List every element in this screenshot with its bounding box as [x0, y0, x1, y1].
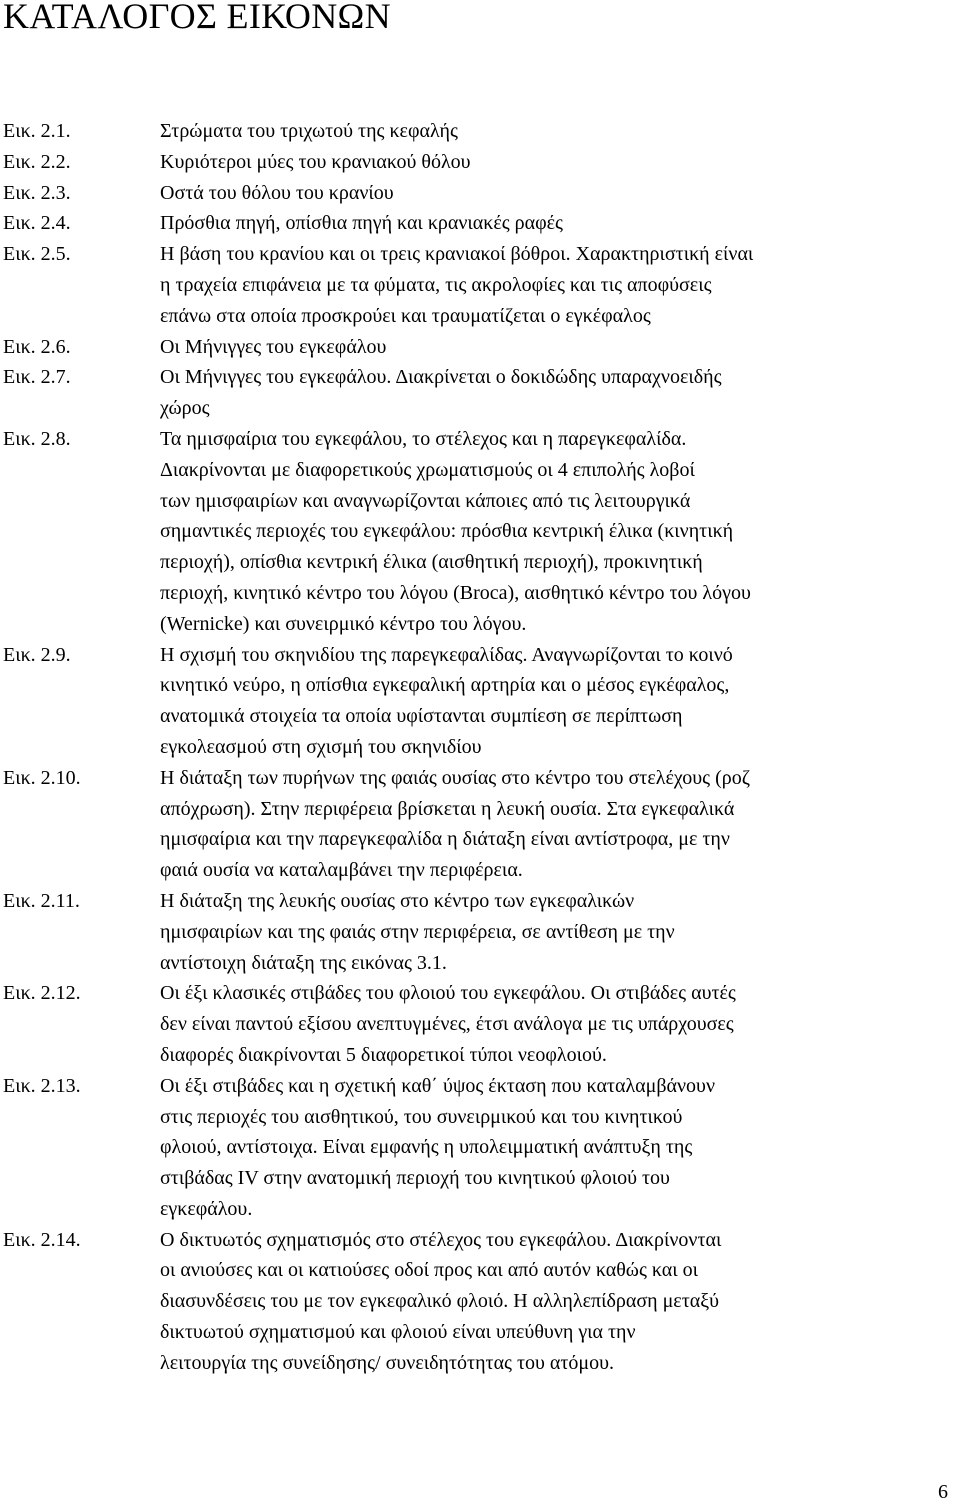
figure-list: [0, 116, 960, 1379]
figure-label: Εικ. 2.5.: [3, 243, 71, 266]
figure-caption: Οι έξι στιβάδες και η σχετική καθ΄ ύψος έκταση που καταλαμβάνουν στις περιοχές του αισθητικού, του συνειρμικού και του κινητικού φλοιού, αντίστοιχα. Είναι εμφανής η υπολειμματική ανάπτυξη της στιβάδας IV στην ανατομική περιοχή του κινητικού φλοιού του εγκεφάλου.: [160, 1074, 715, 1220]
figure-label: Εικ. 2.13.: [3, 1074, 81, 1097]
figure-label: Εικ. 2.6.: [3, 335, 71, 358]
figure-caption: Οι Μήνιγγες του εγκεφάλου: [160, 335, 387, 358]
figure-caption: Οι Μήνιγγες του εγκεφάλου. Διακρίνεται ο δοκιδώδης υπαραχνοειδής χώρος: [160, 366, 722, 420]
page-title: ΚΑΤΑΛΟΓΟΣ ΕΙΚΟΝΩΝ: [3, 0, 391, 36]
figure-caption: Οι έξι κλασικές στιβάδες του φλοιού του εγκεφάλου. Οι στιβάδες αυτές δεν είναι παντού εξίσου ανεπτυγμένες, έτσι ανάλογα με τις υπάρχουσες διαφορές διακρίνονται 5 διαφορετικοί τύποι νεοφλοιού.: [160, 982, 736, 1066]
figure-caption: Στρώματα του τριχωτού της κεφαλής: [160, 120, 458, 142]
figure-label: Εικ. 2.8.: [3, 427, 71, 450]
figure-label: Εικ. 2.12.: [3, 982, 81, 1005]
figure-label: Εικ. 2.14.: [3, 1228, 81, 1251]
figure-entry-2-14: [0, 1225, 960, 1379]
figure-label: Εικ. 2.9.: [3, 643, 71, 666]
figure-entry-2-8: [0, 424, 960, 640]
figure-entry-2-3: [0, 178, 960, 209]
figure-label: Εικ. 2.10.: [3, 766, 81, 789]
figure-caption: Πρόσθια πηγή, οπίσθια πηγή και κρανιακές ραφές: [160, 212, 563, 235]
figure-caption: Τα ημισφαίρια του εγκεφάλου, το στέλεχος και η παρεγκεφαλίδα. Διακρίνονται με διαφορετικούς χρωματισμούς οι 4 επιπολής λοβοί των ημισφαιρίων και αναγνωρίζονται κάποιες από τις λειτουργικά σημαντικές περιοχές του εγκεφάλου: πρόσθια κεντρική έλικα (κινητική περιοχή), οπίσθια κεντρική έλικα (αισθητική περιοχή), προκινητική περιοχή, κινητικό κέντρο του λόγου (Broca), αισθητικό κέντρο του λόγου (Wernicke) και συνειρμικό κέντρο του λόγου.: [160, 427, 751, 635]
figure-label: Εικ. 2.3.: [3, 181, 71, 204]
figure-caption: Ο δικτυωτός σχηματισμός στο στέλεχος του εγκεφάλου. Διακρίνονται οι ανιούσες και οι κατιούσες οδοί προς και από αυτόν καθώς και οι διασυνδέσεις του με τον εγκεφαλικό φλοιό. Η αλληλεπίδραση μεταξύ δικτυωτού σχηματισμού και φλοιού είναι υπεύθυνη για την λειτουργία της συνείδησης/ συνειδητότητας του ατόμου.: [160, 1228, 722, 1374]
figure-caption: Η σχισμή του σκηνιδίου της παρεγκεφαλίδας. Αναγνωρίζονται το κοινό κινητικό νεύρο, η οπίσθια εγκεφαλική αρτηρία και ο μέσος εγκέφαλος, ανατομικά στοιχεία τα οποία υφίστανται συμπίεση σε περίπτωση εγκολεασμού στη σχισμή του σκηνιδίου: [160, 643, 733, 758]
figure-label: Εικ. 2.2.: [3, 150, 71, 173]
figure-entry-2-5: [0, 239, 960, 331]
figure-entry-2-6: [0, 332, 960, 363]
figure-caption: Οστά του θόλου του κρανίου: [160, 181, 394, 204]
figure-caption: Η διάταξη της λευκής ουσίας στο κέντρο των εγκεφαλικών ημισφαιρίων και της φαιάς στην περιφέρεια, σε αντίθεση με την αντίστοιχη διάταξη της εικόνας 3.1.: [160, 889, 675, 974]
figure-label: Εικ. 2.1.: [3, 120, 71, 142]
figure-label: Εικ. 2.7.: [3, 366, 71, 389]
figure-entry-2-13: [0, 1071, 960, 1225]
figure-label: Εικ. 2.11.: [3, 889, 80, 912]
figure-entry-2-12: [0, 978, 960, 1070]
figure-caption: Η διάταξη των πυρήνων της φαιάς ουσίας στο κέντρο του στελέχους (ροζ απόχρωση). Στην περιφέρεια βρίσκεται η λευκή ουσία. Στα εγκεφαλικά ημισφαίρια και την παρεγκεφαλίδα η διάταξη είναι αντίστροφα, με την φαιά ουσία να καταλαμβάνει την περιφέρεια.: [160, 766, 751, 882]
figure-entry-2-10: [0, 763, 960, 886]
figure-entry-2-4: [0, 208, 960, 239]
figure-caption: Η βάση του κρανίου και οι τρεις κρανιακοί βόθροι. Χαρακτηριστική είναι η τραχεία επιφάνεια με τα φύματα, τις ακρολοφίες και τις αποφύσεις επάνω στα οποία προσκρούει και τραυματίζεται ο εγκέφαλος: [160, 243, 754, 327]
page-number: 6: [938, 1481, 948, 1503]
figure-label: Εικ. 2.4.: [3, 212, 71, 235]
figure-entry-2-2: [0, 147, 960, 178]
figure-entry-2-11: [0, 886, 960, 978]
figure-entry-2-7: [0, 362, 960, 424]
figure-entry-2-9: [0, 640, 960, 763]
figure-caption: Κυριότεροι μύες του κρανιακού θόλου: [160, 150, 471, 173]
figure-entry-2-1: [0, 116, 960, 147]
